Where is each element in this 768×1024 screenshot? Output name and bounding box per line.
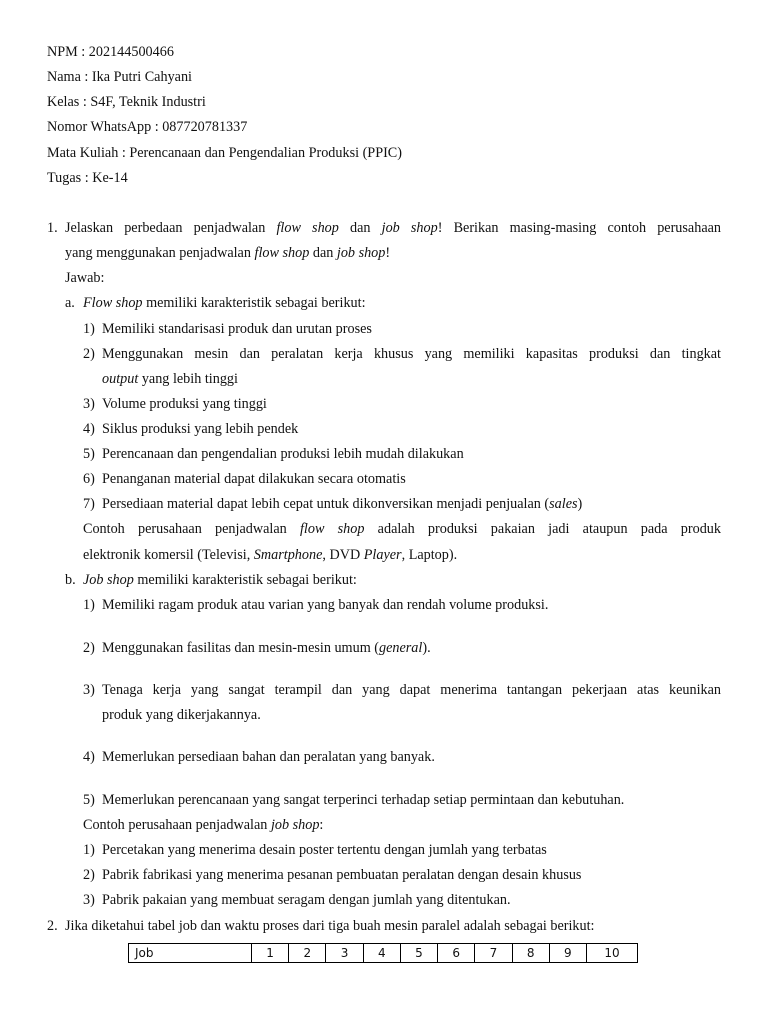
list-item: Menggunakan mesin dan peralatan kerja khusus yang memiliki kapasitas produksi dan tingkat: [102, 346, 721, 362]
list-item: Siklus produksi yang lebih pendek: [102, 421, 299, 437]
table-header-cell: 9: [549, 944, 586, 963]
list-item: Volume produksi yang tinggi: [102, 396, 267, 412]
list-number: 5): [83, 792, 95, 808]
table-row: [129, 944, 638, 963]
table-header-cell: 3: [326, 944, 363, 963]
table-header-cell: 5: [400, 944, 437, 963]
list-item: Pabrik pakaian yang membuat seragam dengan jumlah yang ditentukan.: [102, 892, 511, 908]
nama-line: Nama : Ika Putri Cahyani: [47, 69, 192, 85]
list-item: Persediaan material dapat lebih cepat untuk dikonversikan menjadi penjualan (sales): [102, 496, 583, 512]
list-item: Tenaga kerja yang sangat terampil dan yang dapat menerima tantangan pekerjaan atas keunikan: [102, 682, 721, 698]
table-header-cell: 2: [289, 944, 326, 963]
q2-text: Jika diketahui tabel job dan waktu proses dari tiga buah mesin paralel adalah sebagai berikut:: [65, 918, 595, 934]
job-shop-example-intro: Contoh perusahaan penjadwalan job shop:: [83, 817, 324, 833]
list-item: Percetakan yang menerima desain poster tertentu dengan jumlah yang terbatas: [102, 842, 547, 858]
tugas-line: Tugas : Ke-14: [47, 170, 128, 186]
flow-shop-example-line-1: Contoh perusahaan penjadwalan flow shop adalah produksi pakaian jadi ataupun pada produk: [83, 521, 721, 537]
section-a-intro: Flow shop memiliki karakteristik sebagai berikut:: [83, 295, 366, 311]
list-item: Memerlukan perencanaan yang sangat terperinci terhadap setiap permintaan dan kebutuhan.: [102, 792, 625, 808]
table-header-cell: 1: [252, 944, 289, 963]
list-number: 7): [83, 496, 95, 512]
list-item-continued: output yang lebih tinggi: [102, 371, 238, 387]
q1-number: 1.: [47, 220, 58, 236]
q1-text-line-2: yang menggunakan penjadwalan flow shop dan job shop!: [65, 245, 391, 261]
list-number: 1): [83, 842, 95, 858]
list-number: 6): [83, 471, 95, 487]
list-item: Penanganan material dapat dilakukan secara otomatis: [102, 471, 406, 487]
list-item: Pabrik fabrikasi yang menerima pesanan pembuatan peralatan dengan desain khusus: [102, 867, 582, 883]
list-item: Memerlukan persediaan bahan dan peralatan yang banyak.: [102, 749, 435, 765]
list-number: 2): [83, 640, 95, 656]
list-number: 2): [83, 346, 95, 362]
matkul-line: Mata Kuliah : Perencanaan dan Pengendalian Produksi (PPIC): [47, 145, 402, 161]
list-number: 3): [83, 682, 95, 698]
section-b-letter: b.: [65, 572, 76, 588]
list-item-continued: produk yang dikerjakannya.: [102, 707, 261, 723]
list-number: 4): [83, 421, 95, 437]
list-number: 4): [83, 749, 95, 765]
list-number: 3): [83, 892, 95, 908]
q1-text-line-1: Jelaskan perbedaan penjadwalan flow shop dan job shop! Berikan masing-masing contoh perusahaan: [65, 220, 722, 236]
table-header-cell: Job: [129, 944, 252, 963]
list-item: Memiliki standarisasi produk dan urutan proses: [102, 321, 372, 337]
list-number: 1): [83, 321, 95, 337]
list-item: Memiliki ragam produk atau varian yang banyak dan rendah volume produksi.: [102, 597, 549, 613]
table-header-cell: 6: [438, 944, 475, 963]
npm-line: NPM : 202144500466: [47, 44, 174, 60]
list-number: 5): [83, 446, 95, 462]
list-number: 3): [83, 396, 95, 412]
list-number: 1): [83, 597, 95, 613]
table-header-cell: 10: [586, 944, 637, 963]
q2-number: 2.: [47, 918, 58, 934]
flow-shop-example-line-2: elektronik komersil (Televisi, Smartphone, DVD Player, Laptop).: [83, 547, 458, 563]
list-item: Perencanaan dan pengendalian produksi lebih mudah dilakukan: [102, 446, 464, 462]
list-number: 2): [83, 867, 95, 883]
section-b-intro: Job shop memiliki karakteristik sebagai berikut:: [83, 572, 357, 588]
jawab-label: Jawab:: [65, 270, 105, 286]
table-header-cell: 8: [512, 944, 549, 963]
whatsapp-line: Nomor WhatsApp : 087720781337: [47, 119, 248, 135]
kelas-line: Kelas : S4F, Teknik Industri: [47, 94, 206, 110]
job-table: [128, 943, 638, 963]
list-item: Menggunakan fasilitas dan mesin-mesin umum (general).: [102, 640, 431, 656]
table-header-cell: 7: [475, 944, 512, 963]
table-header-cell: 4: [363, 944, 400, 963]
section-a-letter: a.: [65, 295, 75, 311]
